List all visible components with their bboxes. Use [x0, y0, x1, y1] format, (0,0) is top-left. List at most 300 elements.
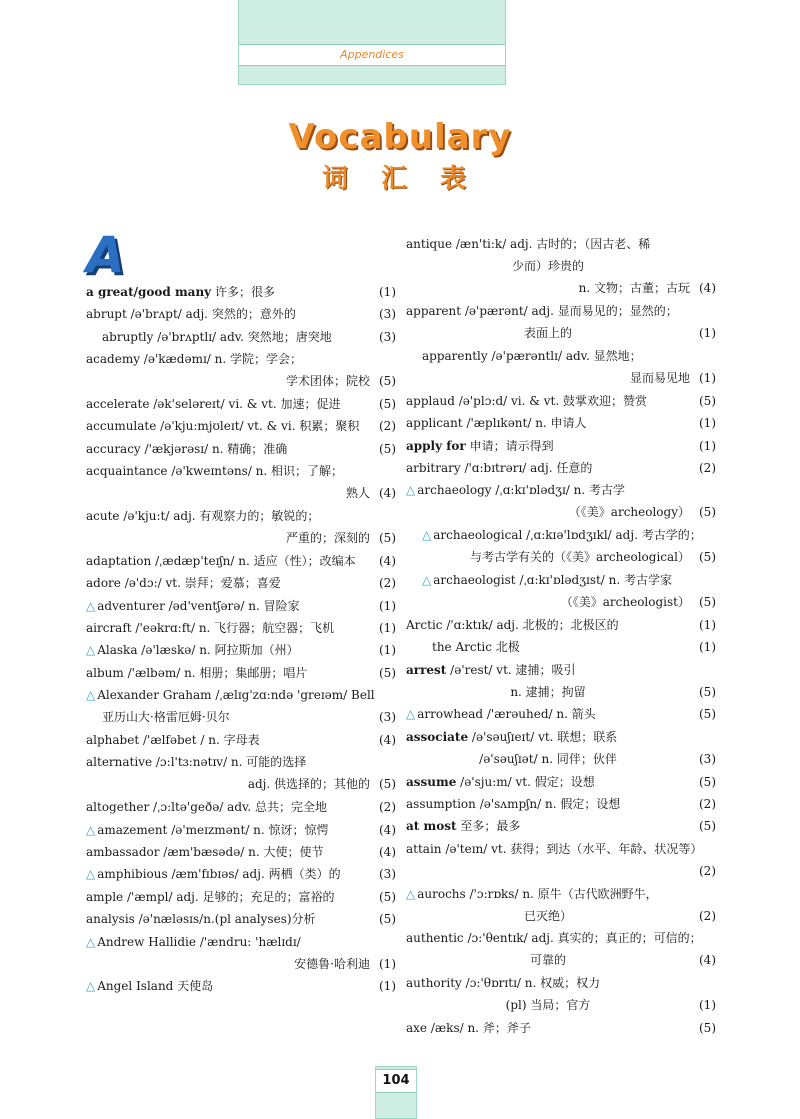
lesson-number: (4): [379, 553, 396, 568]
vocab-entry: [86, 349, 396, 393]
entry-continuation-line: [86, 774, 396, 796]
definition: /ə'læskə/ n. 阿拉斯加（州）: [137, 643, 299, 658]
entry-text: [86, 596, 300, 616]
lesson-number: (2): [699, 461, 716, 475]
entry-text: [406, 346, 642, 366]
entry-continuation-line: [406, 682, 716, 704]
definition: /ə'plɔ:d/ vi. & vt. 鼓掌欢迎；赞赏: [454, 393, 647, 408]
section-header-label: Appendices: [239, 44, 505, 66]
vocab-entry: [86, 416, 396, 438]
entry-text: [406, 704, 596, 724]
entry-continuation-line: [406, 547, 716, 569]
headword: assumption: [406, 797, 476, 811]
entry-text: [86, 820, 329, 840]
continuation-text: /ə'səuʃɪət/ n. 同伴；伙伴: [479, 751, 617, 766]
entry-text: [406, 234, 650, 254]
definition: /'æplɪkənt/ n. 申请人: [462, 416, 587, 431]
definition: /æm'bæsədə/ n. 大使；使节: [159, 845, 324, 859]
lesson-number: (1): [699, 326, 716, 341]
entry-line: [406, 391, 716, 413]
vocab-entry: [406, 839, 716, 883]
entry-text: [406, 1018, 531, 1038]
lesson-number: (3): [379, 329, 396, 344]
definition: /'ærəuhed/ n. 箭头: [483, 707, 596, 722]
entry-line: [86, 596, 396, 618]
vocab-entry: [86, 394, 396, 416]
definition: /ɔ:'θɒrɪtɪ/ n. 权威；权力: [461, 976, 601, 991]
headword: attain: [406, 841, 442, 856]
headword: Alexander Graham: [97, 688, 212, 703]
entry-line: [86, 842, 396, 864]
vocab-entry: [406, 973, 716, 1017]
definition: 北极: [491, 640, 520, 655]
triangle-marker-icon: △: [86, 867, 96, 882]
headword: Arctic: [406, 617, 443, 632]
headword: archaeology: [417, 483, 492, 498]
entry-text: [86, 416, 359, 436]
definition: /ə'kweɪntəns/ n. 相识；了解；: [167, 464, 344, 479]
entry-line: [86, 551, 396, 573]
headword: axe: [406, 1021, 428, 1035]
vocab-entry: [406, 570, 716, 614]
entry-text: [86, 685, 375, 705]
headword: acute: [86, 509, 120, 523]
definition: /ɔ:'θentɪk/ adj. 真实的；真正的；可信的；: [463, 931, 702, 946]
entry-continuation-line: [86, 954, 396, 976]
vocab-entry: [86, 506, 396, 550]
page-number-tab: [375, 1066, 417, 1119]
continuation-text: 熟人: [345, 486, 370, 501]
page-number: 104: [376, 1069, 416, 1093]
entry-text: [406, 727, 617, 747]
entry-line: [86, 327, 396, 349]
vocab-entry: [86, 618, 396, 640]
headword: accelerate: [86, 397, 150, 411]
lesson-number: (1): [699, 371, 716, 385]
vocab-entry: [86, 461, 396, 505]
headword: archaeological: [433, 528, 523, 543]
definition: /ə'səuʃɪeɪt/ vt. 联想；联系: [468, 729, 618, 744]
vocab-entry: [86, 640, 396, 662]
entry-text: [406, 816, 520, 836]
lesson-number: (5): [379, 397, 396, 411]
entry-line: [406, 413, 716, 435]
headword: analysis: [86, 912, 135, 927]
vocab-entry: [406, 660, 716, 704]
entry-text: [406, 615, 619, 635]
headword: associate: [406, 729, 469, 744]
headword: accumulate: [86, 419, 157, 434]
definition: /'ækjərəsɪ/ n. 精确；准确: [140, 441, 288, 456]
entry-text: [406, 436, 554, 456]
lesson-number: (5): [699, 1021, 716, 1035]
vocab-entry: [406, 301, 716, 345]
definition: /ɔ:l'tɜ:nətɪv/ n. 可能的选择: [152, 755, 307, 770]
headword: apparent: [406, 304, 462, 319]
vocab-entry: [406, 436, 716, 458]
continuation-text: （《美》archeology）: [568, 505, 690, 520]
vocab-entry: [406, 346, 716, 390]
vocab-entry: [406, 1018, 716, 1040]
definition: /ə'meɪzmənt/ n. 惊讶；惊愕: [167, 822, 329, 837]
lesson-number: (5): [699, 707, 716, 722]
lesson-number: (2): [379, 419, 396, 434]
definition: /'ælfəbet / n. 字母表: [139, 733, 260, 747]
definition: /'ændru: 'hælɪdɪ/: [196, 934, 301, 949]
headword: applaud: [406, 393, 455, 408]
headword: adaptation: [86, 553, 152, 568]
vocab-entry: [406, 727, 716, 771]
lesson-number: (5): [379, 531, 396, 545]
headword: album: [86, 665, 124, 680]
entry-line: [86, 663, 396, 685]
entry-text: [86, 327, 332, 347]
entry-line: [406, 234, 716, 256]
entry-line: [86, 685, 396, 707]
entry-text: [406, 839, 702, 859]
definition: /ˌɑ:kɪ'ɒlədʒɪ/ n. 考古学: [491, 483, 625, 498]
lesson-number: (1): [379, 598, 396, 613]
entry-line: [406, 973, 716, 995]
vocab-entry: [406, 637, 716, 659]
vocab-entry: [86, 685, 396, 729]
headword: a great/good many: [86, 285, 212, 299]
headword: the Arctic: [432, 640, 492, 655]
definition: 申请；请示得到: [465, 438, 554, 453]
entry-line: [86, 797, 396, 819]
lesson-number: (5): [699, 819, 716, 834]
definition: /'æmpl/ adj. 足够的；充足的；富裕的: [123, 889, 335, 904]
headword: acquaintance: [86, 464, 168, 479]
lesson-number: (5): [379, 889, 396, 904]
triangle-marker-icon: △: [86, 688, 96, 703]
definition: /æm'fɪbɪəs/ adj. 两栖（类）的: [167, 867, 341, 882]
entry-text: [406, 413, 587, 433]
lesson-number: (2): [699, 797, 716, 811]
entry-line: [406, 727, 716, 749]
entry-text: [86, 282, 275, 302]
lesson-number: (4): [699, 281, 716, 295]
entry-line: [86, 640, 396, 662]
definition: /əd'ventʃərə/ n. 冒险家: [164, 598, 300, 613]
headword: at most: [406, 819, 457, 834]
vocab-entry: [86, 752, 396, 796]
entry-line: [406, 884, 716, 906]
entry-text: [406, 458, 592, 478]
continuation-text: 与考古学有关的（《美》archeological）: [470, 550, 690, 565]
vocab-entry: [86, 842, 396, 864]
vocab-entry: [406, 525, 716, 569]
entry-line: [406, 570, 716, 592]
headword: antique: [406, 237, 453, 251]
entry-text: [86, 618, 334, 638]
entry-line: [86, 416, 396, 438]
headword: altogether: [86, 800, 150, 815]
continuation-text: 可靠的: [529, 953, 566, 968]
definition: /æn'ti:k/ adj. 古时的；（因古老、稀: [452, 237, 651, 251]
continuation-text: 学术团体；院校: [285, 374, 370, 389]
triangle-marker-icon: △: [86, 598, 96, 613]
entry-line: [406, 794, 716, 816]
triangle-marker-icon: △: [422, 573, 432, 587]
definition: /'ɑ:bɪtrərɪ/ adj. 任意的: [460, 461, 593, 475]
entry-line: [406, 458, 716, 480]
triangle-marker-icon: △: [406, 707, 416, 722]
definition: 天使岛: [173, 979, 214, 994]
vocab-entry: [406, 480, 716, 524]
lesson-number: (1): [699, 640, 716, 655]
entry-continuation-line: [406, 906, 716, 928]
lesson-number: (1): [699, 998, 716, 1013]
definition: /ə'kju:mjʊleɪt/ vt. & vi. 积累；聚积: [156, 419, 360, 434]
lesson-number: (1): [379, 979, 396, 994]
entry-line: [86, 439, 396, 461]
entry-line: [406, 704, 716, 726]
entry-text: [86, 887, 335, 907]
lesson-number: (5): [379, 374, 396, 389]
entry-line: [406, 1018, 716, 1040]
continuation-text: （《美》archeologist）: [560, 595, 690, 609]
headword: aircraft: [86, 621, 132, 635]
page-title-chinese: 词 汇 表: [321, 164, 479, 194]
definition: /ˌɑ:kɪə'lɒdʒɪkl/ adj. 考古学的；: [522, 528, 702, 543]
definition: /'ælbəm/ n. 相册；集邮册；唱片: [123, 665, 308, 680]
definition: /ə'sʌmpʃn/ n. 假定；设想: [475, 797, 621, 811]
definition: /ˌɑ:kɪ'ɒlədʒɪst/ n. 考古学家: [515, 573, 673, 587]
headword: arrest: [406, 662, 447, 677]
continuation-text: 显而易见地: [629, 371, 690, 385]
entry-text: [86, 909, 316, 929]
vocab-entry: [406, 928, 716, 972]
definition: /ˌɔ:ltə'geðə/ adv. 总共；完全地: [149, 800, 327, 815]
vocab-entry: [406, 772, 716, 794]
entry-line: [86, 506, 396, 528]
vocab-entry: [406, 816, 716, 838]
lesson-number: (5): [699, 684, 716, 699]
entry-text: [406, 480, 625, 500]
definition: /ə'sju:m/ vt. 假定；设想: [456, 774, 595, 789]
headword: authority: [406, 976, 462, 991]
entry-line: [86, 887, 396, 909]
triangle-marker-icon: △: [422, 528, 432, 543]
headword: adore: [86, 576, 121, 591]
triangle-marker-icon: △: [86, 979, 96, 994]
lesson-number: (2): [379, 800, 396, 815]
lesson-number: (1): [379, 621, 396, 635]
lesson-number: (3): [379, 710, 396, 725]
entry-line: [406, 525, 716, 547]
vocab-entry: [406, 704, 716, 726]
entry-text: [86, 506, 319, 526]
triangle-marker-icon: △: [86, 822, 96, 837]
entry-line: [406, 928, 716, 950]
headword: arrowhead: [417, 707, 484, 722]
lesson-number: (4): [379, 822, 396, 837]
lesson-number: (3): [699, 751, 716, 766]
vocab-entry: [86, 932, 396, 976]
entry-line: [86, 618, 396, 640]
headword: alphabet: [86, 733, 140, 747]
entry-line: [86, 752, 396, 774]
definition: 许多；很多: [211, 285, 275, 299]
entry-text: [86, 730, 260, 750]
lesson-number: (3): [379, 307, 396, 322]
lesson-number: (2): [379, 576, 396, 591]
entry-text: [406, 301, 678, 321]
headword: Andrew Hallidie: [97, 934, 196, 949]
definition: /æks/ n. 斧；斧子: [427, 1021, 531, 1035]
entry-text: [86, 976, 213, 996]
entry-text: [406, 660, 576, 680]
headword: assume: [406, 774, 457, 789]
definition: /ˌædæp'teɪʃn/ n. 适应（性）；改编本: [151, 553, 356, 568]
vocab-entry: [86, 663, 396, 685]
page-title-english: Vocabulary: [288, 117, 512, 157]
headword: Angel Island: [97, 979, 174, 994]
vocab-entry: [86, 439, 396, 461]
continuation-text: 表面上的: [523, 326, 572, 341]
headword: authentic: [406, 931, 464, 946]
entry-text: [86, 439, 287, 459]
vocab-entry: [406, 391, 716, 413]
vocab-entry: [86, 327, 396, 349]
vocab-entry: [406, 794, 716, 816]
entry-continuation-line: [406, 502, 716, 524]
vocab-entry: [86, 909, 396, 931]
entry-continuation-line: [406, 749, 716, 771]
continuation-text: 已灭绝）: [523, 908, 572, 923]
headword: ample: [86, 889, 124, 904]
vocab-entry: [86, 304, 396, 326]
entry-text: [86, 752, 306, 772]
lesson-number: (5): [699, 550, 716, 565]
definition: /ə'brʌptlɪ/ adv. 突然地；唐突地: [153, 329, 332, 344]
entry-text: [86, 394, 341, 414]
lesson-number: (5): [699, 774, 716, 789]
continuation-text: 亚历山大·格雷厄姆·贝尔: [102, 710, 230, 725]
definition: /'ɔ:rɒks/ n. 原牛（古代欧洲野牛，: [465, 886, 658, 901]
headword: academy: [86, 352, 140, 367]
entry-continuation-line: [86, 371, 396, 393]
definition: /ə'pærəntlɪ/ adv. 显然地；: [487, 349, 642, 363]
triangle-marker-icon: △: [406, 886, 416, 901]
entry-continuation-line: [406, 278, 716, 300]
entry-line: [86, 730, 396, 752]
entry-line: [86, 909, 396, 931]
vocab-entry: [406, 884, 716, 928]
lesson-number: (1): [379, 285, 396, 299]
entry-text: [86, 640, 299, 660]
entry-text: [86, 461, 343, 481]
entry-line: [86, 349, 396, 371]
entry-text: [406, 772, 595, 792]
entry-line: [406, 301, 716, 323]
section-letter: A: [86, 226, 125, 284]
lesson-number: (5): [379, 665, 396, 680]
entry-line: [406, 839, 716, 861]
vocab-entry: [86, 730, 396, 752]
definition: /ə'kju:t/ adj. 有观察力的；敏锐的；: [119, 509, 320, 523]
definition: /'ɑ:ktɪk/ adj. 北极的；北极区的: [442, 617, 619, 632]
entry-line: [86, 820, 396, 842]
entry-continuation-line: [86, 707, 396, 729]
lesson-number: (5): [379, 441, 396, 456]
lesson-number: (4): [699, 953, 716, 968]
entry-text: [406, 884, 658, 904]
headword: archaeologist: [433, 573, 516, 587]
vocab-entry: [86, 797, 396, 819]
lesson-number: (4): [379, 486, 396, 501]
entry-text: [406, 637, 520, 657]
lesson-number: (1): [699, 617, 716, 632]
definition: /'eəkrɑ:ft/ n. 飞行器；航空器；飞机: [131, 621, 335, 635]
lesson-number: (1): [379, 956, 396, 971]
entry-line: [406, 436, 716, 458]
entry-line: [86, 304, 396, 326]
entry-line: [86, 282, 396, 304]
vocab-entry: [86, 864, 396, 886]
vocab-entry: [406, 234, 716, 300]
entry-continuation-line: [406, 995, 716, 1017]
lesson-number: (4): [379, 845, 396, 859]
header-tab: [238, 0, 506, 85]
definition: /ə'dɔ:/ vt. 崇拜；爱慕；喜爱: [120, 576, 281, 591]
definition: /ə'næləsɪs/n.(pl analyses)分析: [134, 912, 316, 927]
definition: /ə'brʌpt/ adj. 突然的；意外的: [126, 307, 296, 322]
headword: alternative: [86, 755, 153, 770]
entry-continuation-line: [406, 861, 716, 883]
entry-line: [406, 772, 716, 794]
entry-line: [406, 660, 716, 682]
entry-text: [406, 570, 672, 590]
lesson-number: (5): [699, 505, 716, 520]
entry-line: [86, 864, 396, 886]
continuation-text: n. 逮捕；拘留: [510, 684, 586, 699]
vocab-entry: [86, 820, 396, 842]
entry-line: [86, 976, 396, 998]
continuation-text: (pl) 当局；官方: [505, 998, 591, 1013]
headword: adventurer: [97, 598, 165, 613]
vocab-entry: [86, 976, 396, 998]
headword: abrupt: [86, 307, 127, 322]
vocab-entry: [406, 615, 716, 637]
entry-continuation-line: [406, 950, 716, 972]
headword: ambassador: [86, 845, 160, 859]
entry-line: [86, 461, 396, 483]
entry-text: [86, 842, 324, 862]
entry-line: [406, 480, 716, 502]
entry-text: [406, 928, 702, 948]
entry-line: [86, 573, 396, 595]
vocab-entry: [86, 551, 396, 573]
definition: 至多；最多: [456, 819, 521, 834]
vocab-entry: [86, 887, 396, 909]
entry-continuation-line: [86, 483, 396, 505]
lesson-number: (3): [379, 867, 396, 882]
headword: apparently: [422, 349, 488, 363]
vocab-entry: [406, 458, 716, 480]
entry-continuation-line: [406, 323, 716, 345]
entry-text: [86, 349, 302, 369]
entry-line: [406, 615, 716, 637]
triangle-marker-icon: △: [86, 934, 96, 949]
headword: accuracy: [86, 441, 141, 456]
headword: amphibious: [97, 867, 168, 882]
lesson-number: (2): [699, 863, 716, 878]
continuation-text: 安德鲁·哈利迪: [294, 956, 370, 971]
lesson-number: (1): [379, 643, 396, 658]
entry-text: [86, 573, 281, 593]
